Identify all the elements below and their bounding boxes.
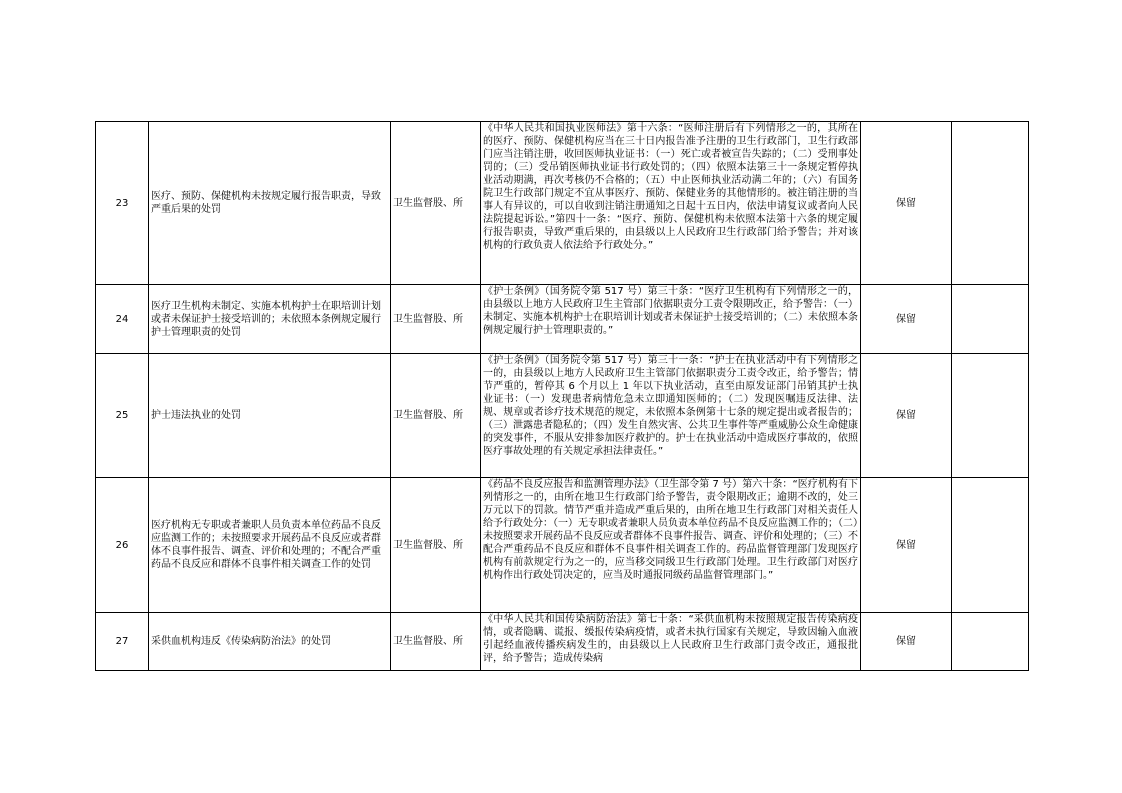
legal-basis — [481, 613, 861, 671]
department: 卫生监督股、所 — [391, 122, 481, 285]
row-number: 23 — [96, 122, 149, 285]
legal-basis — [481, 478, 861, 613]
status: 保留 — [861, 354, 952, 478]
status: 保留 — [861, 478, 952, 613]
department: 卫生监督股、所 — [391, 478, 481, 613]
table-row — [96, 285, 1029, 354]
row-number: 27 — [96, 613, 149, 671]
legal-basis-text: 《护士条例》（国务院令第 517 号）第三十一条：“护士在执业活动中有下列情形之一的，由县级以上地方人民政府卫生主管部门依据职责分工责令改正，给予警告；情节严重的，暂停其 6 个月以上 1 年以下执业活动，直至由原发证部门吊销其护士执业证书：（一）发现患者病情危急未立即通知医师的；（二）发现医嘱违反法律、法规、规章或者诊疗技术规范的规定，未依照本条例第十七条的规定提出或者报告的；（三）泄露患者隐私的；（四）发生自然灾害、公共卫生事件等严重威胁公众生命健康的突发事件，不服从安排参加医疗救护的。护士在执业活动中造成医疗事故的，依照医疗事故处理的有关规定承担法律责任。” — [483, 355, 858, 457]
item-name: 采供血机构违反《传染病防治法》的处罚 — [149, 613, 391, 671]
row-number: 26 — [96, 478, 149, 613]
status: 保留 — [861, 122, 952, 285]
status: 保留 — [861, 613, 952, 671]
item-name: 医疗卫生机构未制定、实施本机构护士在职培训计划或者未保证护士接受培训的；未依照本条例规定履行护士管理职责的处罚 — [149, 285, 391, 354]
remarks — [952, 122, 1029, 285]
remarks — [952, 478, 1029, 613]
table-row — [96, 613, 1029, 671]
legal-basis-text: 《药品不良反应报告和监测管理办法》（卫生部令第 7 号）第六十条：“医疗机构有下列情形之一的，由所在地卫生行政部门给予警告，责令限期改正；逾期不改的，处三万元以下的罚款。情节严重并造成严重后果的，由所在地卫生行政部门对相关责任人给予行政处分：（一）无专职或者兼职人员负责本单位药品不良反应监测工作的；（二）未按照要求开展药品不良反应或者群体不良事件报告、调查、评价和处理的；（三）不配合严重药品不良反应和群体不良事件相关调查工作的。药品监督管理部门发现医疗机构有前款规定行为之一的，应当移交同级卫生行政部门处理。卫生行政部门对医疗机构作出行政处罚决定的，应当及时通报同级药品监督管理部门。” — [483, 479, 858, 581]
remarks — [952, 285, 1029, 354]
table-row — [96, 122, 1029, 285]
remarks — [952, 613, 1029, 671]
regulation-table — [95, 121, 1029, 671]
legal-basis — [481, 285, 861, 354]
item-name: 护士违法执业的处罚 — [149, 354, 391, 478]
legal-basis-text: 《护士条例》（国务院令第 517 号）第三十条：“医疗卫生机构有下列情形之一的，由县级以上地方人民政府卫生主管部门依据职责分工责令限期改正，给予警告：（一）未制定、实施本机构护士在职培训计划或者未保证护士接受培训的；（二）未依照本条例规定履行护士管理职责的。” — [483, 286, 858, 336]
status: 保留 — [861, 285, 952, 354]
legal-basis — [481, 122, 861, 285]
legal-basis-text: 《中华人民共和国执业医师法》第十六条：“医师注册后有下列情形之一的，其所在的医疗、预防、保健机构应当在三十日内报告准予注册的卫生行政部门，卫生行政部门应当注销注册，收回医师执业证书：（一）死亡或者被宣告失踪的；（二）受刑事处罚的；（三）受吊销医师执业证书行政处罚的；（四）依照本法第三十一条规定暂停执业活动期满，再次考核仍不合格的；（五）中止医师执业活动满二年的；（六）有国务院卫生行政部门规定不宜从事医疗、预防、保健业务的其他情形的。被注销注册的当事人有异议的，可以自收到注销注册通知之日起十五日内，依法申请复议或者向人民法院提起诉讼。”第四十一条：“医疗、预防、保健机构未依照本法第十六条的规定履行报告职责，导致严重后果的，由县级以上人民政府卫生行政部门给予警告；并对该机构的行政负责人依法给予行政处分。” — [483, 123, 858, 251]
item-name: 医疗、预防、保健机构未按规定履行报告职责，导致严重后果的处罚 — [149, 122, 391, 285]
department: 卫生监督股、所 — [391, 613, 481, 671]
remarks — [952, 354, 1029, 478]
legal-basis-text: 《中华人民共和国传染病防治法》第七十条：“采供血机构未按照规定报告传染病疫情，或者隐瞒、谎报、缓报传染病疫情，或者未执行国家有关规定，导致因输入血液引起经血液传播疾病发生的，由县级以上人民政府卫生行政部门责令改正，通报批评，给予警告；造成传染病 — [483, 614, 858, 664]
row-number: 24 — [96, 285, 149, 354]
row-number: 25 — [96, 354, 149, 478]
table-row — [96, 478, 1029, 613]
department: 卫生监督股、所 — [391, 354, 481, 478]
department: 卫生监督股、所 — [391, 285, 481, 354]
item-name: 医疗机构无专职或者兼职人员负责本单位药品不良反应监测工作的；未按照要求开展药品不良反应或者群体不良事件报告、调查、评价和处理的；不配合严重药品不良反应和群体不良事件相关调查工作的处罚 — [149, 478, 391, 613]
legal-basis — [481, 354, 861, 478]
table-row — [96, 354, 1029, 478]
